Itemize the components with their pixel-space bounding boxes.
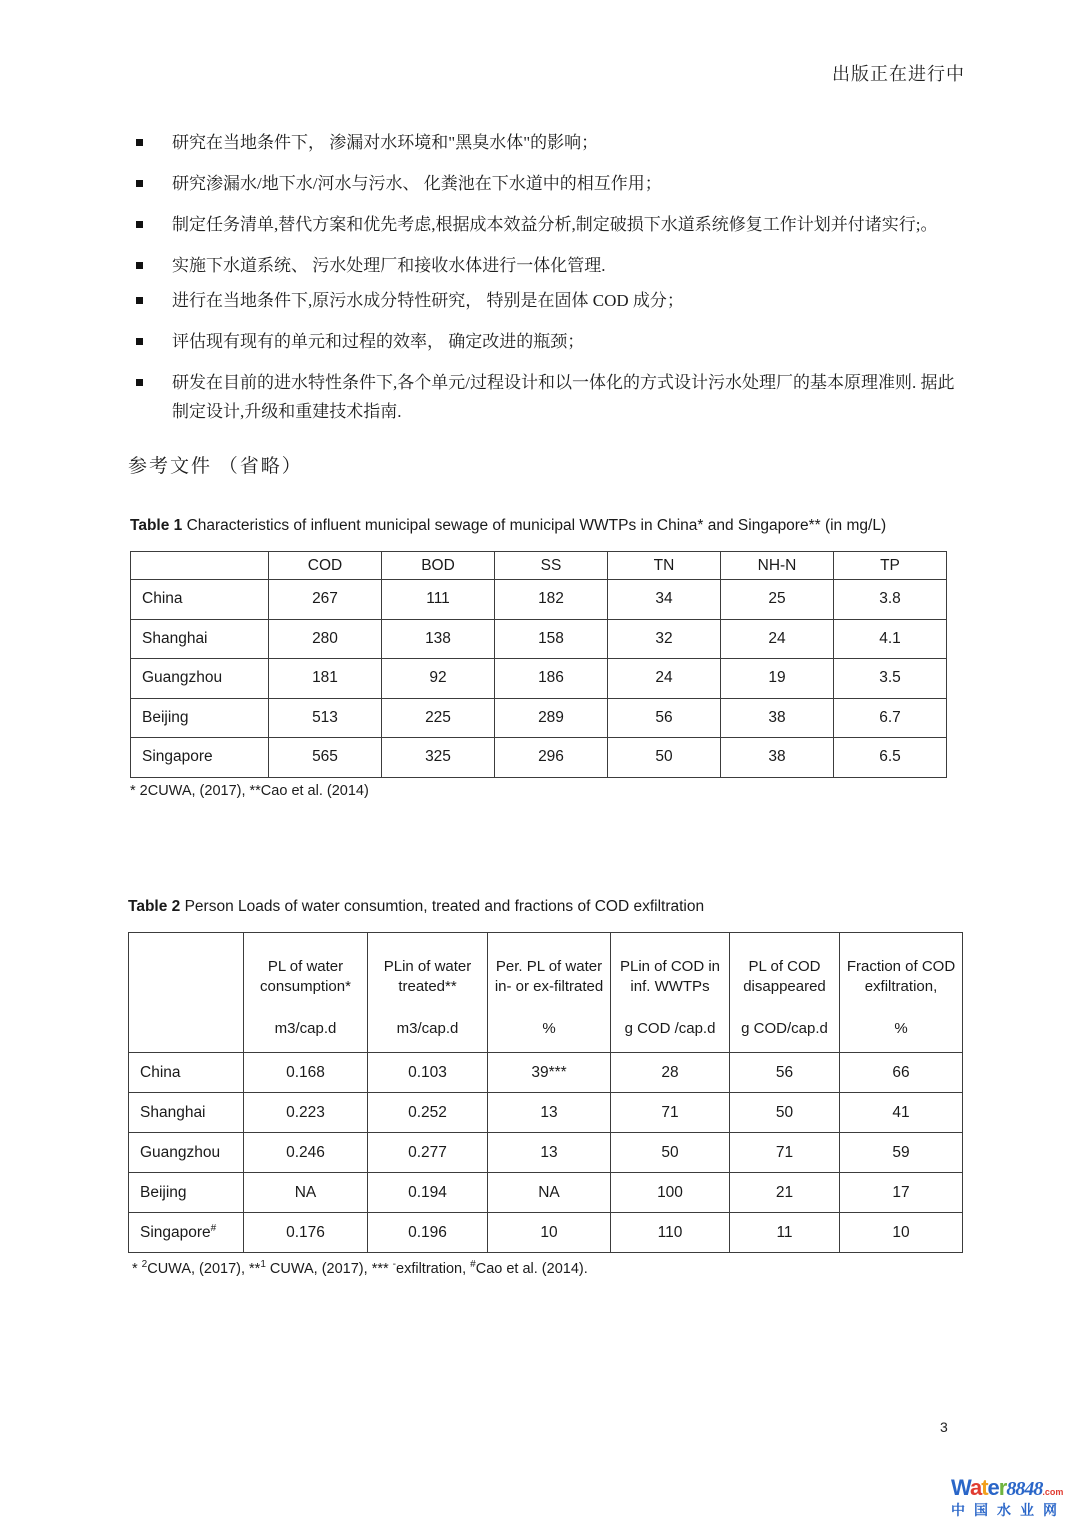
table-row [129, 1093, 963, 1133]
column-header [611, 933, 730, 1053]
cell-value: 0.196 [368, 1213, 488, 1253]
cell-value: 325 [382, 738, 495, 778]
list-item-text: 制定任务清单,替代方案和优先考虑,根据成本效益分析,制定破损下水道系统修复工作计划并付诸实行;。 [172, 215, 938, 234]
cell-value: 50 [608, 738, 721, 778]
column-header: SS [495, 552, 608, 580]
table2-grid [128, 932, 963, 1253]
cell-value: 59 [840, 1133, 963, 1173]
cell-value: 3.8 [834, 580, 947, 620]
cell-value: 25 [721, 580, 834, 620]
cell-value: 0.223 [244, 1093, 368, 1133]
cell-value: 513 [269, 698, 382, 738]
cell-value: 0.246 [244, 1133, 368, 1173]
list-item [128, 210, 958, 239]
row-label: Shanghai [129, 1093, 244, 1133]
text-fragment: Cao et al. (2014). [475, 1261, 588, 1277]
cell-value: 19 [721, 659, 834, 699]
cell-value: 6.7 [834, 698, 947, 738]
row-label: Beijing [131, 698, 269, 738]
column-header-name: Fraction of COD exfiltration, [846, 958, 956, 995]
column-header-name: PL of water consumption* [260, 958, 351, 995]
table1-header [131, 552, 947, 580]
table-row [131, 580, 947, 620]
column-header-content [129, 933, 243, 1019]
list-item-text: 评估现有现有的单元和过程的效率， 确定改进的瓶颈； [172, 332, 585, 351]
table-row [131, 659, 947, 699]
superscript-text: 2 [141, 1259, 148, 1271]
column-header: TN [608, 552, 721, 580]
row-label: Singapore [131, 738, 269, 778]
cell-value: 56 [730, 1053, 840, 1093]
cell-value: 0.103 [368, 1053, 488, 1093]
cell-value: 50 [730, 1093, 840, 1133]
cell-value: 10 [488, 1213, 611, 1253]
table-row [131, 698, 947, 738]
row-label: Shanghai [131, 619, 269, 659]
square-bullet-icon [136, 221, 143, 228]
column-header: BOD [382, 552, 495, 580]
column-header-content [368, 933, 487, 1039]
list-item [128, 251, 958, 280]
column-header-unit: % [542, 1020, 556, 1037]
table-row [131, 738, 947, 778]
logo-letter: t [981, 1475, 988, 1500]
cell-value: 225 [382, 698, 495, 738]
table1-body [131, 580, 947, 778]
table2-footnote [132, 1261, 588, 1277]
cell-value: 24 [608, 659, 721, 699]
list-item [128, 286, 958, 315]
list-item [128, 327, 958, 356]
cell-value: 565 [269, 738, 382, 778]
cell-value: 0.277 [368, 1133, 488, 1173]
column-header-content [488, 933, 610, 1039]
column-header-content [730, 933, 839, 1039]
cell-value: 56 [608, 698, 721, 738]
text-fragment: * [132, 1261, 142, 1277]
table-row [129, 1133, 963, 1173]
column-header [368, 933, 488, 1053]
table-row [131, 619, 947, 659]
list-item [128, 368, 958, 426]
list-item [128, 169, 958, 198]
column-header: COD [269, 552, 382, 580]
list-item-text: 研究在当地条件下， 渗漏对水环境和"黑臭水体"的影响； [172, 133, 599, 152]
square-bullet-icon [136, 297, 143, 304]
logo-number-8848: 8848 [1006, 1478, 1043, 1500]
column-header-name [135, 957, 237, 1019]
logo-wordmark [951, 1477, 1079, 1499]
logo-letter: W [951, 1475, 970, 1500]
row-label: Beijing [129, 1173, 244, 1213]
cell-value: NA [244, 1173, 368, 1213]
cell-value: 289 [495, 698, 608, 738]
cell-value: 158 [495, 619, 608, 659]
cell-value: 0.252 [368, 1093, 488, 1133]
cell-value: 11 [730, 1213, 840, 1253]
cell-value: 38 [721, 738, 834, 778]
bullet-list-group2 [128, 286, 958, 438]
cell-value: 50 [611, 1133, 730, 1173]
column-header-unit: m3/cap.d [396, 1020, 459, 1037]
cell-value: 32 [608, 619, 721, 659]
column-header [730, 933, 840, 1053]
cell-value: 24 [721, 619, 834, 659]
column-header-name: PL of COD disappeared [743, 958, 826, 995]
row-label-superscript: # [210, 1222, 217, 1234]
column-header-unit: g COD /cap.d [624, 1020, 716, 1037]
water8848-logo [951, 1477, 1079, 1517]
cell-value: 17 [840, 1173, 963, 1213]
cell-value: 13 [488, 1133, 611, 1173]
cell-value: 111 [382, 580, 495, 620]
column-header-unit: % [894, 1020, 908, 1037]
cell-value: 92 [382, 659, 495, 699]
cell-value: 71 [611, 1093, 730, 1133]
square-bullet-icon [136, 180, 143, 187]
logo-letter: r [998, 1475, 1007, 1500]
list-item-text: 研究渗漏水/地下水/河水与污水、 化粪池在下水道中的相互作用； [172, 174, 662, 193]
text-fragment: -N [780, 556, 797, 574]
list-item-text: 实施下水道系统、 污水处理厂和接收水体进行一体化管理. [172, 256, 606, 275]
cell-value: 39*** [488, 1053, 611, 1093]
cell-value: 280 [269, 619, 382, 659]
table1-footnote: * 2CUWA, (2017), **Cao et al. (2014) [130, 783, 369, 799]
column-header-content [840, 933, 962, 1039]
superscript-text: # [470, 1259, 476, 1271]
cell-value: 34 [608, 580, 721, 620]
superscript-text: 1 [260, 1259, 266, 1271]
cell-value: 6.5 [834, 738, 947, 778]
superscript-text: - [392, 1259, 396, 1271]
cell-value: 0.176 [244, 1213, 368, 1253]
cell-value: 267 [269, 580, 382, 620]
table1-caption-text: Characteristics of influent municipal sewage of municipal WWTPs in China* and Singapore** (in mg/L) [182, 517, 887, 534]
cell-value: 66 [840, 1053, 963, 1093]
logo-letter: a [969, 1475, 982, 1500]
cell-value: 13 [488, 1093, 611, 1133]
cell-value: 0.194 [368, 1173, 488, 1213]
column-header-content [611, 933, 729, 1039]
cell-value: 28 [611, 1053, 730, 1093]
list-item [128, 128, 958, 157]
table2-caption [128, 898, 958, 916]
column-header-name: PLin of COD in inf. WWTPs [619, 958, 721, 995]
section-heading-references: 参考文件 （省略） [128, 456, 303, 477]
table2-body [129, 1053, 963, 1253]
cell-value: 100 [611, 1173, 730, 1213]
table-row [129, 1213, 963, 1253]
column-header-content [244, 933, 367, 1039]
logo-word-water [951, 1475, 1006, 1500]
cell-value: 38 [721, 698, 834, 738]
cell-value: 181 [269, 659, 382, 699]
cell-value: 296 [495, 738, 608, 778]
list-item-text: 进行在当地条件下,原污水成分特性研究， 特别是在固体 COD 成分； [172, 291, 684, 310]
table2-caption-label: Table 2 [128, 898, 181, 915]
publication-status-note: 出版正在进行中 [832, 64, 965, 84]
table-row [129, 1173, 963, 1213]
logo-subtitle-cn: 中国水业网 [951, 1502, 1066, 1518]
cell-value: 21 [730, 1173, 840, 1213]
text-fragment: exfiltration, [396, 1261, 471, 1277]
table-row [129, 1053, 963, 1093]
row-label: Guangzhou [131, 659, 269, 699]
list-item-text: 研发在目前的进水特性条件下,各个单元/过程设计和以一体化的方式设计污水处理厂的基本原理准则. 据此制定设计,升级和重建技术指南. [172, 373, 955, 421]
table1-caption-label: Table 1 [130, 517, 183, 534]
table1-caption [130, 517, 960, 535]
text-fragment: NH [757, 556, 781, 574]
square-bullet-icon [136, 379, 143, 386]
table2-person-loads-cod-exfiltration [128, 932, 962, 1253]
column-header-unit: m3/cap.d [274, 1020, 337, 1037]
square-bullet-icon [136, 262, 143, 269]
table2-header [129, 933, 963, 1053]
logo-letter: e [987, 1475, 999, 1500]
cell-value: 71 [730, 1133, 840, 1173]
column-header [721, 552, 834, 580]
column-header [129, 933, 244, 1053]
cell-value: 182 [495, 580, 608, 620]
logo-tld-com: .com [1042, 1487, 1064, 1497]
cell-value: 41 [840, 1093, 963, 1133]
table1-grid [130, 551, 947, 778]
page-number: 3 [940, 1419, 948, 1435]
column-header: TP [834, 552, 947, 580]
cell-value: NA [488, 1173, 611, 1213]
square-bullet-icon [136, 338, 143, 345]
text-fragment: CUWA, (2017), ** [147, 1261, 261, 1277]
table2-caption-text: Person Loads of water consumtion, treated and fractions of COD exfiltration [180, 898, 705, 915]
square-bullet-icon [136, 139, 143, 146]
column-header [488, 933, 611, 1053]
table1-wwtp-influent-characteristics [130, 551, 946, 778]
row-label: China [131, 580, 269, 620]
cell-value: 0.168 [244, 1053, 368, 1093]
cell-value: 4.1 [834, 619, 947, 659]
cell-value: 138 [382, 619, 495, 659]
bullet-list-group1 [128, 128, 958, 292]
column-header-unit: g COD/cap.d [741, 1020, 828, 1037]
column-header [244, 933, 368, 1053]
cell-value: 10 [840, 1213, 963, 1253]
column-header [840, 933, 963, 1053]
column-header-name: Per. PL of water in- or ex-filtrated [494, 958, 604, 995]
row-label: China [129, 1053, 244, 1093]
text-fragment: CUWA, (2017), *** [265, 1261, 393, 1277]
column-header-name: PLin of water treated** [383, 958, 472, 995]
cell-value: 3.5 [834, 659, 947, 699]
row-label: Guangzhou [129, 1133, 244, 1173]
column-header [131, 552, 269, 580]
cell-value: 186 [495, 659, 608, 699]
cell-value: 110 [611, 1213, 730, 1253]
row-label: Singapore# [129, 1213, 244, 1253]
